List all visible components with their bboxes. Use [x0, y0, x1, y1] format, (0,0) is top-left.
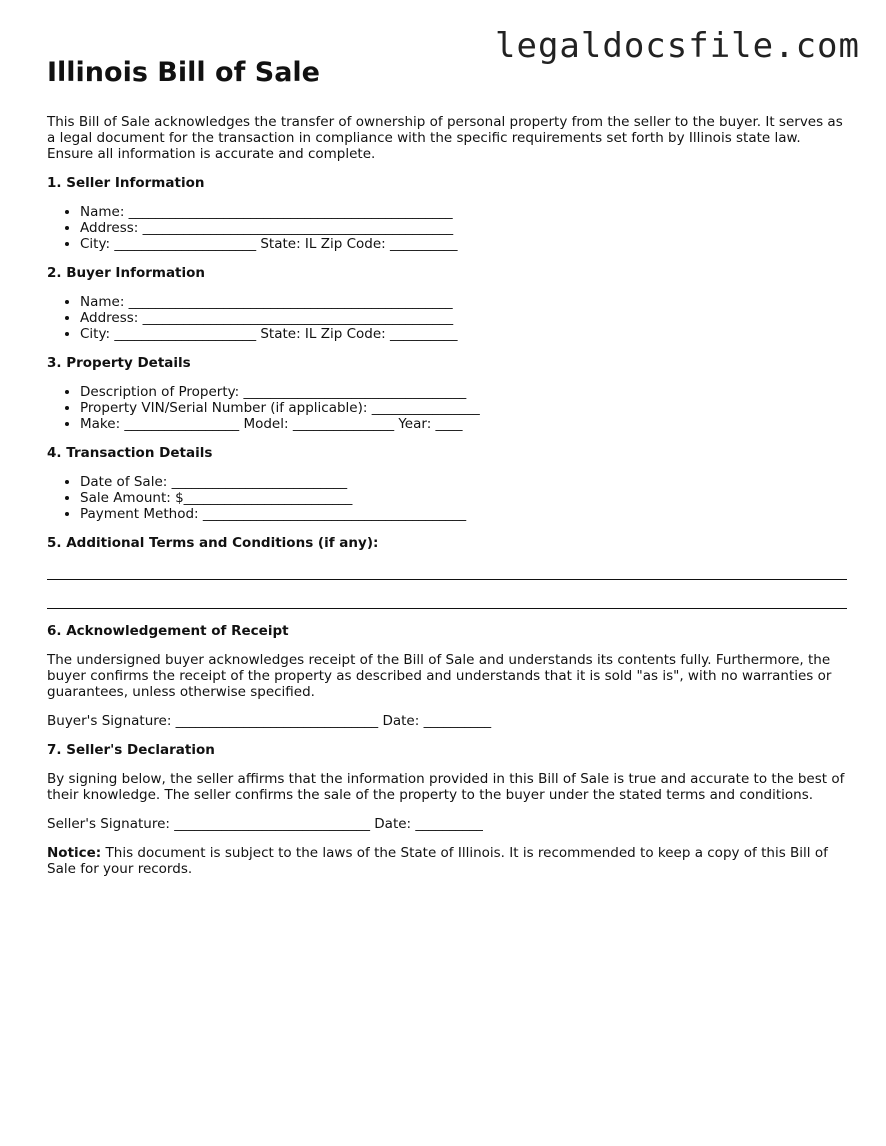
- seller-field-list: [47, 204, 847, 252]
- seller-signature-line[interactable]: Seller's Signature: _____________________________ Date: __________: [47, 816, 483, 832]
- notice-label: Notice:: [47, 845, 102, 861]
- sale-amount-field[interactable]: • Sale Amount: $_________________________: [80, 490, 847, 506]
- payment-method-field[interactable]: • Payment Method: _______________________________________: [80, 506, 847, 522]
- transaction-section-heading: 4. Transaction Details: [47, 445, 213, 461]
- property-make-model-year-field[interactable]: • Make: _________________ Model: _______________ Year: ____: [80, 416, 847, 432]
- property-description-field[interactable]: • Description of Property: _________________________________: [80, 384, 847, 400]
- buyer-address-field[interactable]: • Address: ______________________________________________: [80, 310, 847, 326]
- sale-date-field[interactable]: • Date of Sale: __________________________: [80, 474, 847, 490]
- document-page: [47, 56, 847, 890]
- property-field-list: [47, 384, 847, 432]
- buyer-signature-line[interactable]: Buyer's Signature: ______________________________ Date: __________: [47, 713, 492, 729]
- notice-paragraph: [47, 845, 847, 877]
- buyer-city-state-zip-field[interactable]: • City: _____________________ State: IL Zip Code: __________: [80, 326, 847, 342]
- acknowledgement-heading: 6. Acknowledgement of Receipt: [47, 623, 289, 639]
- declaration-heading: 7. Seller's Declaration: [47, 742, 215, 758]
- additional-terms-line-2[interactable]: [47, 608, 847, 609]
- seller-name-field[interactable]: • Name: ________________________________________________: [80, 204, 847, 220]
- property-section-heading: 3. Property Details: [47, 355, 191, 371]
- acknowledgement-text: The undersigned buyer acknowledges receipt of the Bill of Sale and understands its contents fully. Furthermore, the buyer confirms the receipt of the property as described and understands that it is sold "as is", with no warranties or guarantees, unless otherwise specified.: [47, 652, 832, 700]
- buyer-name-field[interactable]: • Name: ________________________________________________: [80, 294, 847, 310]
- intro-paragraph: This Bill of Sale acknowledges the transfer of ownership of personal property from the seller to the buyer. It serves as a legal document for the transaction in compliance with the specific requirements set forth by Illinois state law. Ensure all information is accurate and complete.: [47, 114, 843, 162]
- seller-address-field[interactable]: • Address: ______________________________________________: [80, 220, 847, 236]
- seller-city-state-zip-field[interactable]: • City: _____________________ State: IL Zip Code: __________: [80, 236, 847, 252]
- property-vin-field[interactable]: • Property VIN/Serial Number (if applicable): ________________: [80, 400, 847, 416]
- watermark: legaldocsfile.com: [495, 26, 860, 66]
- notice-text: This document is subject to the laws of the State of Illinois. It is recommended to keep a copy of this Bill of Sale for your records.: [47, 845, 828, 877]
- additional-terms-heading: 5. Additional Terms and Conditions (if any):: [47, 535, 379, 551]
- declaration-text: By signing below, the seller affirms that the information provided in this Bill of Sale is true and accurate to the best of their knowledge. The seller confirms the sale of the property to the buyer under the stated terms and conditions.: [47, 771, 845, 803]
- buyer-section-heading: 2. Buyer Information: [47, 265, 206, 281]
- transaction-field-list: [47, 474, 847, 522]
- seller-section-heading: 1. Seller Information: [47, 175, 205, 191]
- buyer-field-list: [47, 294, 847, 342]
- page-title: Illinois Bill of Sale: [47, 57, 320, 88]
- additional-terms-line-1[interactable]: [47, 579, 847, 580]
